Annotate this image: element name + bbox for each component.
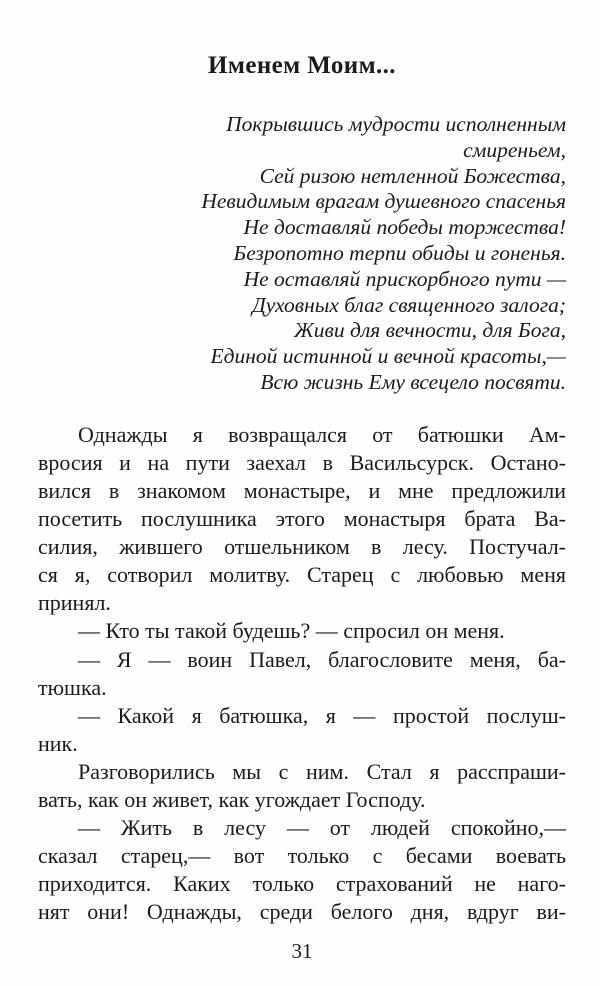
poem-line: Безропотно терпи обиды и гоненья. xyxy=(233,240,566,265)
paragraph xyxy=(38,421,566,618)
paragraph xyxy=(38,758,566,814)
text-line: — Я — воин Павел, благословите меня, ба- xyxy=(78,646,566,672)
poem-line: Покрывшись мудрости исполненным xyxy=(226,112,566,136)
text-line: тюшка. xyxy=(38,674,107,700)
body-text xyxy=(38,421,566,927)
poem-line: Духовных благ священного залога; xyxy=(252,292,566,317)
poem-line: Всю жизнь Ему всецело посвяти. xyxy=(260,369,566,394)
text-line: ся я, сотворил молитву. Старец с любовью меня xyxy=(38,562,566,588)
text-line: вился в знакомом монастыре, и мне предложили xyxy=(38,477,566,503)
text-line: — Какой я батюшка, я — простой послуш- xyxy=(78,702,566,728)
text-line: — Жить в лесу — от людей спокойно,— xyxy=(78,815,566,841)
text-line: нят они! Однажды, среди белого дня, вдруг ви- xyxy=(38,899,566,925)
paragraph xyxy=(38,646,566,702)
page-number: 31 xyxy=(291,939,313,964)
poem-line: Не доставляй победы торжества! xyxy=(243,215,566,240)
text-line: силия, жившего отшельником в лесу. Постучал- xyxy=(38,534,566,560)
text-line: Однажды я возвращался от батюшки Ам- xyxy=(78,421,566,447)
epigraph-poem xyxy=(38,112,566,396)
text-line: Разговорились мы с ним. Стал я расспраши- xyxy=(78,758,566,784)
text-line: принял. xyxy=(38,590,111,616)
poem-line: Сей ризою нетленной Божества, xyxy=(259,163,566,188)
poem-line: Не оставляй прискорбного пути — xyxy=(243,266,566,291)
poem-line: Живи для вечности, для Бога, xyxy=(294,318,566,343)
text-line: — Кто ты такой будешь? — спросил он меня. xyxy=(78,618,505,644)
paragraph xyxy=(38,702,566,758)
text-line: приходится. Каких только страхований не наго- xyxy=(38,871,566,897)
poem-line: Невидимым врагам душевного спасенья xyxy=(201,189,566,214)
text-line: ник. xyxy=(38,730,78,756)
text-line: вросия и на пути заехал в Васильсурск. Остано- xyxy=(38,449,566,475)
poem-line: Единой истинной и вечной красоты,— xyxy=(210,344,566,369)
text-line: вать, как он живет, как угождает Господу. xyxy=(38,786,426,812)
paragraph xyxy=(38,617,566,645)
chapter-title: Именем Моим... xyxy=(208,52,396,79)
text-line: посетить послушника этого монастыря брата Ва- xyxy=(38,506,566,532)
paragraph xyxy=(38,814,566,926)
poem-line: смиреньем, xyxy=(463,137,566,162)
text-line: сказал старец,— вот только с бесами воевать xyxy=(38,843,566,869)
